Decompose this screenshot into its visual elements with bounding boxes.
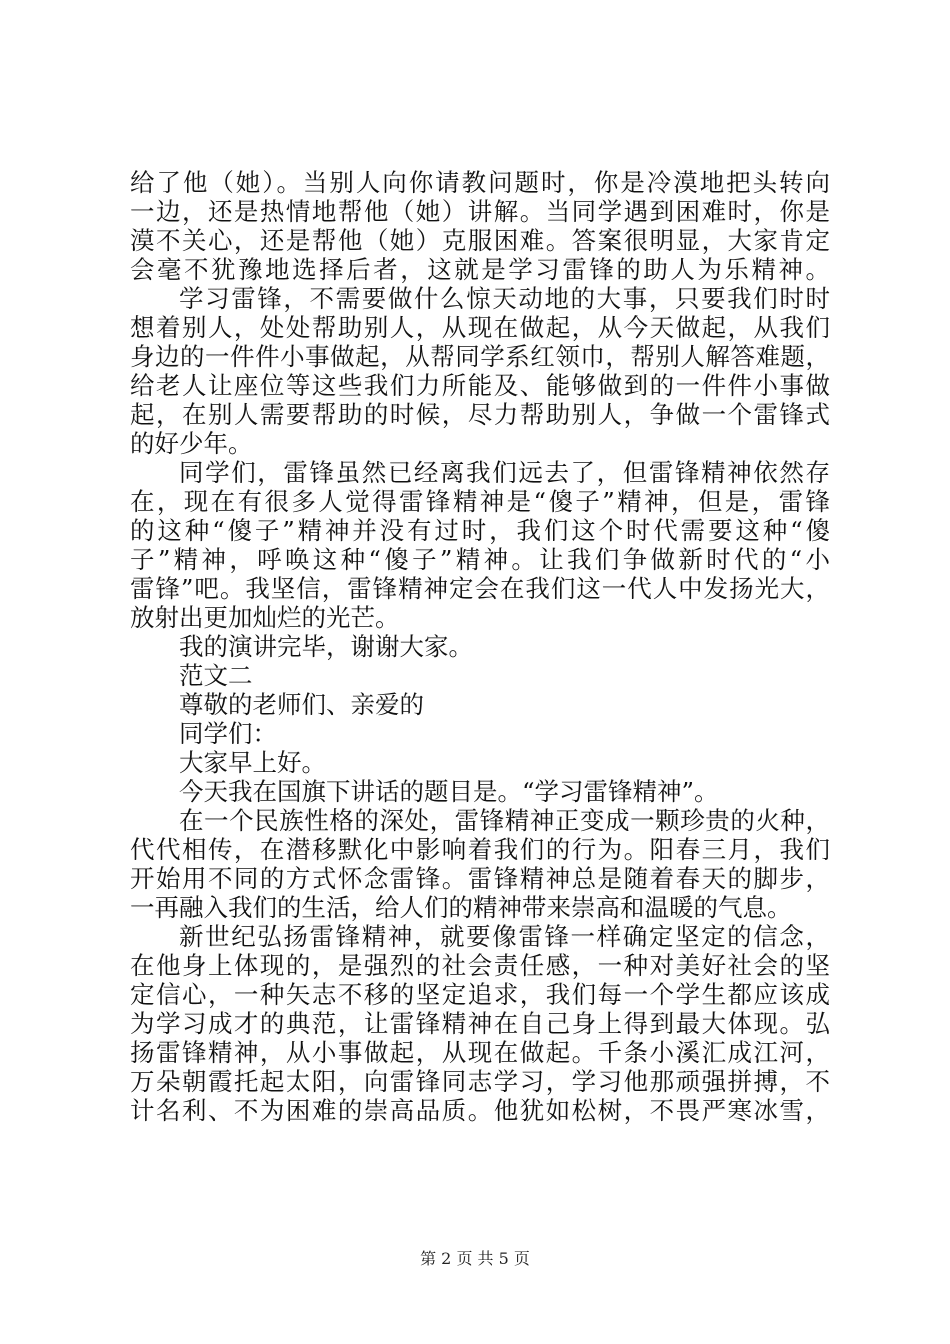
text-line: 代代相传，在潜移默化中影响着我们的行为。阳春三月，我们 — [130, 835, 830, 864]
topic-line: 今天我在国旗下讲话的题目是。“学习雷锋精神”。 — [179, 777, 719, 806]
text-line: 扬雷锋精神，从小事做起，从现在做起。千条小溪汇成江河， — [130, 1038, 830, 1067]
text-line: 的好少年。 — [130, 429, 253, 458]
text-line: 开始用不同的方式怀念雷锋。雷锋精神总是随着春天的脚步， — [130, 864, 830, 893]
paragraph-start-line: 在一个民族性格的深处，雷锋精神正变成一颗珍贵的火种， — [179, 806, 830, 835]
text-line: 会毫不犹豫地选择后者，这就是学习雷锋的助人为乐精神。 — [130, 255, 830, 284]
text-line: 定信心，一种矢志不移的坚定追求，我们每一个学生都应该成 — [130, 980, 830, 1009]
closing-line: 我的演讲完毕，谢谢大家。 — [179, 632, 473, 661]
text-line: 漠不关心，还是帮他（她）克服困难。答案很明显，大家肯定 — [130, 226, 830, 255]
text-line: 在他身上体现的，是强烈的社会责任感，一种对美好社会的坚 — [130, 951, 830, 980]
text-line: 万朵朝霞托起太阳，向雷锋同志学习，学习他那顽强拼搏，不 — [130, 1067, 830, 1096]
text-line: 的这种“傻子”精神并没有过时，我们这个时代需要这种“傻 — [130, 516, 830, 545]
text-line: 一边，还是热情地帮他（她）讲解。当同学遇到困难时，你是 — [130, 197, 830, 226]
text-line: 子”精神，呼唤这种“傻子”精神。让我们争做新时代的“小 — [130, 545, 830, 574]
document-body — [130, 168, 830, 1125]
text-line: 为学习成才的典范，让雷锋精神在自己身上得到最大体现。弘 — [130, 1009, 830, 1038]
text-line: 雷锋”吧。我坚信，雷锋精神定会在我们这一代人中发扬光大， — [130, 574, 830, 603]
paragraph-start-line: 学习雷锋，不需要做什么惊天动地的大事，只要我们时时 — [179, 284, 830, 313]
text-line: 想着别人，处处帮助别人，从现在做起，从今天做起，从我们 — [130, 313, 830, 342]
text-line: 计名利、不为困难的崇高品质。他犹如松树，不畏严寒冰雪， — [130, 1096, 830, 1125]
page-number: 第 2 页 共 5 页 — [420, 1249, 530, 1268]
salutation-line: 同学们： — [179, 719, 277, 748]
text-line: 给了他（她）。当别人向你请教问题时，你是冷漠地把头转向 — [130, 168, 830, 197]
text-line: 身边的一件件小事做起，从帮同学系红领巾，帮别人解答难题， — [130, 342, 830, 371]
text-line: 起，在别人需要帮助的时候，尽力帮助别人，争做一个雷锋式 — [130, 400, 830, 429]
page-footer — [0, 1246, 950, 1269]
text-line: 放射出更加灿烂的光芒。 — [130, 603, 400, 632]
paragraph-start-line: 同学们，雷锋虽然已经离我们远去了，但雷锋精神依然存 — [179, 458, 830, 487]
text-line: 在，现在有很多人觉得雷锋精神是“傻子”精神，但是，雷锋 — [130, 487, 830, 516]
salutation-line: 尊敬的老师们、亲爱的 — [179, 690, 424, 719]
paragraph-start-line: 新世纪弘扬雷锋精神，就要像雷锋一样确定坚定的信念， — [179, 922, 830, 951]
text-line: 给老人让座位等这些我们力所能及、能够做到的一件件小事做 — [130, 371, 830, 400]
section-heading: 范文二 — [179, 661, 253, 690]
greeting-line: 大家早上好。 — [179, 748, 326, 777]
text-line: 一再融入我们的生活，给人们的精神带来崇高和温暖的气息。 — [130, 893, 792, 922]
